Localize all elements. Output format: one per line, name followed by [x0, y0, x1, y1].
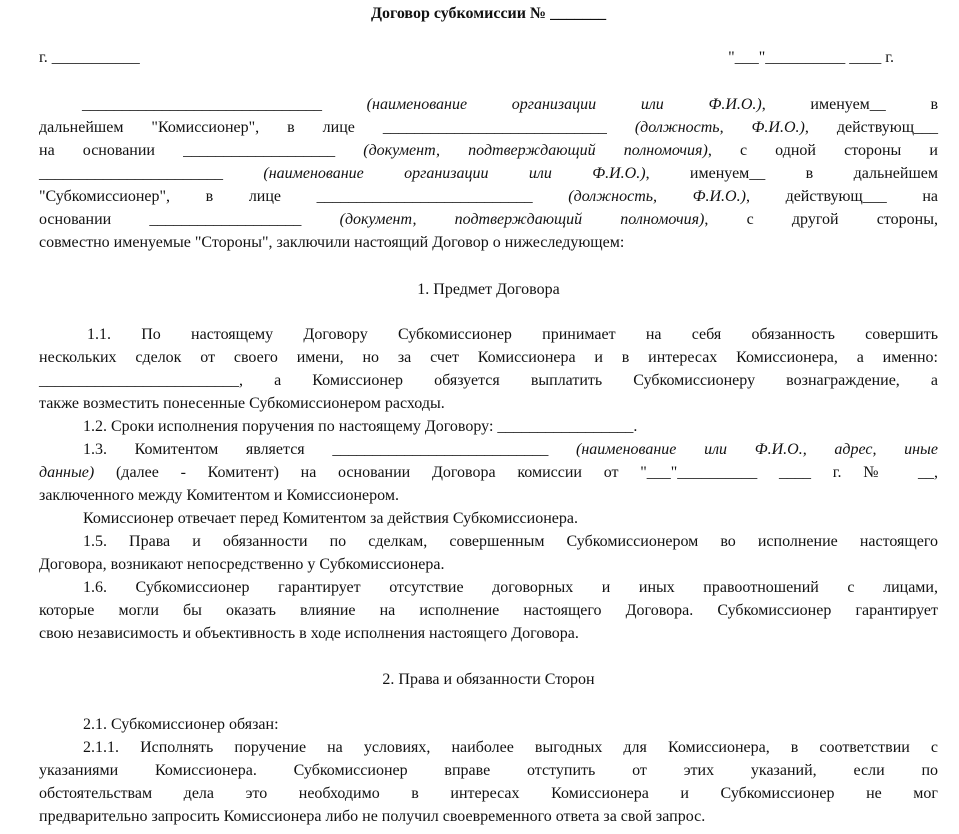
clause-line: которые могли бы оказать влияние на исполнение настоящего Договора. Субкомиссионер гарантирует — [39, 602, 938, 619]
clause-line: 1.3. Комитентом является ___________________________ (наименование или Ф.И.О., адрес, иные — [83, 441, 938, 458]
clause-line: также возместить понесенные Субкомиссионером расходы. — [39, 395, 445, 412]
date-line: "___"__________ ____ г. — [728, 49, 894, 66]
preamble-line: дальнейшем "Комиссионер", в лице ____________________________ (должность, Ф.И.О.), действующ___ — [39, 119, 939, 136]
clause-line: 2.1. Субкомиссионер обязан: — [83, 716, 279, 733]
clause-line: 1.5. Права и обязанности по сделкам, совершенным Субкомиссионером во исполнение настоящего — [83, 533, 938, 550]
clause-line: _________________________, а Комиссионер обязуется выплатить Субкомиссионеру вознаграждение, а — [39, 372, 938, 389]
preamble-line: совместно именуемые "Стороны", заключили настоящий Договор о нижеследующем: — [39, 234, 625, 251]
preamble-line: ______________________________ (наименование организации или Ф.И.О.), именуем__ в — [82, 96, 939, 113]
clause-line: свою независимость и объективность в ходе исполнения настоящего Договора. — [39, 625, 579, 642]
section-1-heading: 1. Предмет Договора — [417, 281, 560, 298]
clause-line: обстоятельствам дела это необходимо в интересах Комиссионера и Субкомиссионер не мог — [39, 785, 938, 802]
preamble-line: основании ___________________ (документ, подтверждающий полномочия), с другой стороны, — [39, 211, 938, 228]
preamble-line: "Субкомиссионер", в лице ___________________________ (должность, Ф.И.О.), действующ___ на — [39, 188, 939, 205]
clause-line: данные) (далее - Комитент) на основании Договора комиссии от "___"__________ ____ г. № __, — [39, 464, 938, 481]
clause-line: нескольких сделок от своего имени, но за счет Комиссионера и в интересах Комиссионера, а именно: — [39, 349, 938, 366]
section-2-heading: 2. Права и обязанности Сторон — [382, 671, 595, 688]
clause-line: Комиссионер отвечает перед Комитентом за действия Субкомиссионера. — [83, 510, 578, 527]
clause-line: 1.6. Субкомиссионер гарантирует отсутствие договорных и иных правоотношений с лицами, — [83, 579, 938, 596]
preamble-line: на основании ___________________ (документ, подтверждающий полномочия), с одной стороны и — [39, 142, 938, 159]
document-title: Договор субкомиссии № _______ — [370, 5, 607, 22]
city-line: г. ___________ — [39, 49, 140, 66]
clause-line: предварительно запросить Комиссионера либо не получил своевременного ответа за свой запрос. — [39, 808, 706, 825]
clause-line: Договора, возникают непосредственно у Субкомиссионера. — [39, 556, 445, 573]
clause-line: заключенного между Комитентом и Комиссионером. — [39, 487, 399, 504]
preamble-line: _______________________ (наименование организации или Ф.И.О.), именуем__ в дальнейшем — [39, 165, 939, 182]
clause-line: 2.1.1. Исполнять поручение на условиях, наиболее выгодных для Комиссионера, в соответствии с — [83, 739, 938, 756]
place-date-row — [39, 47, 938, 69]
clause-line: 1.2. Сроки исполнения поручения по настоящему Договору: _________________. — [83, 418, 638, 435]
clause-line: 1.1. По настоящему Договору Субкомиссионер принимает на себя обязанность совершить — [87, 326, 938, 343]
clause-line: указаниями Комиссионера. Субкомиссионер вправе отступить от этих указаний, если по — [39, 762, 938, 779]
